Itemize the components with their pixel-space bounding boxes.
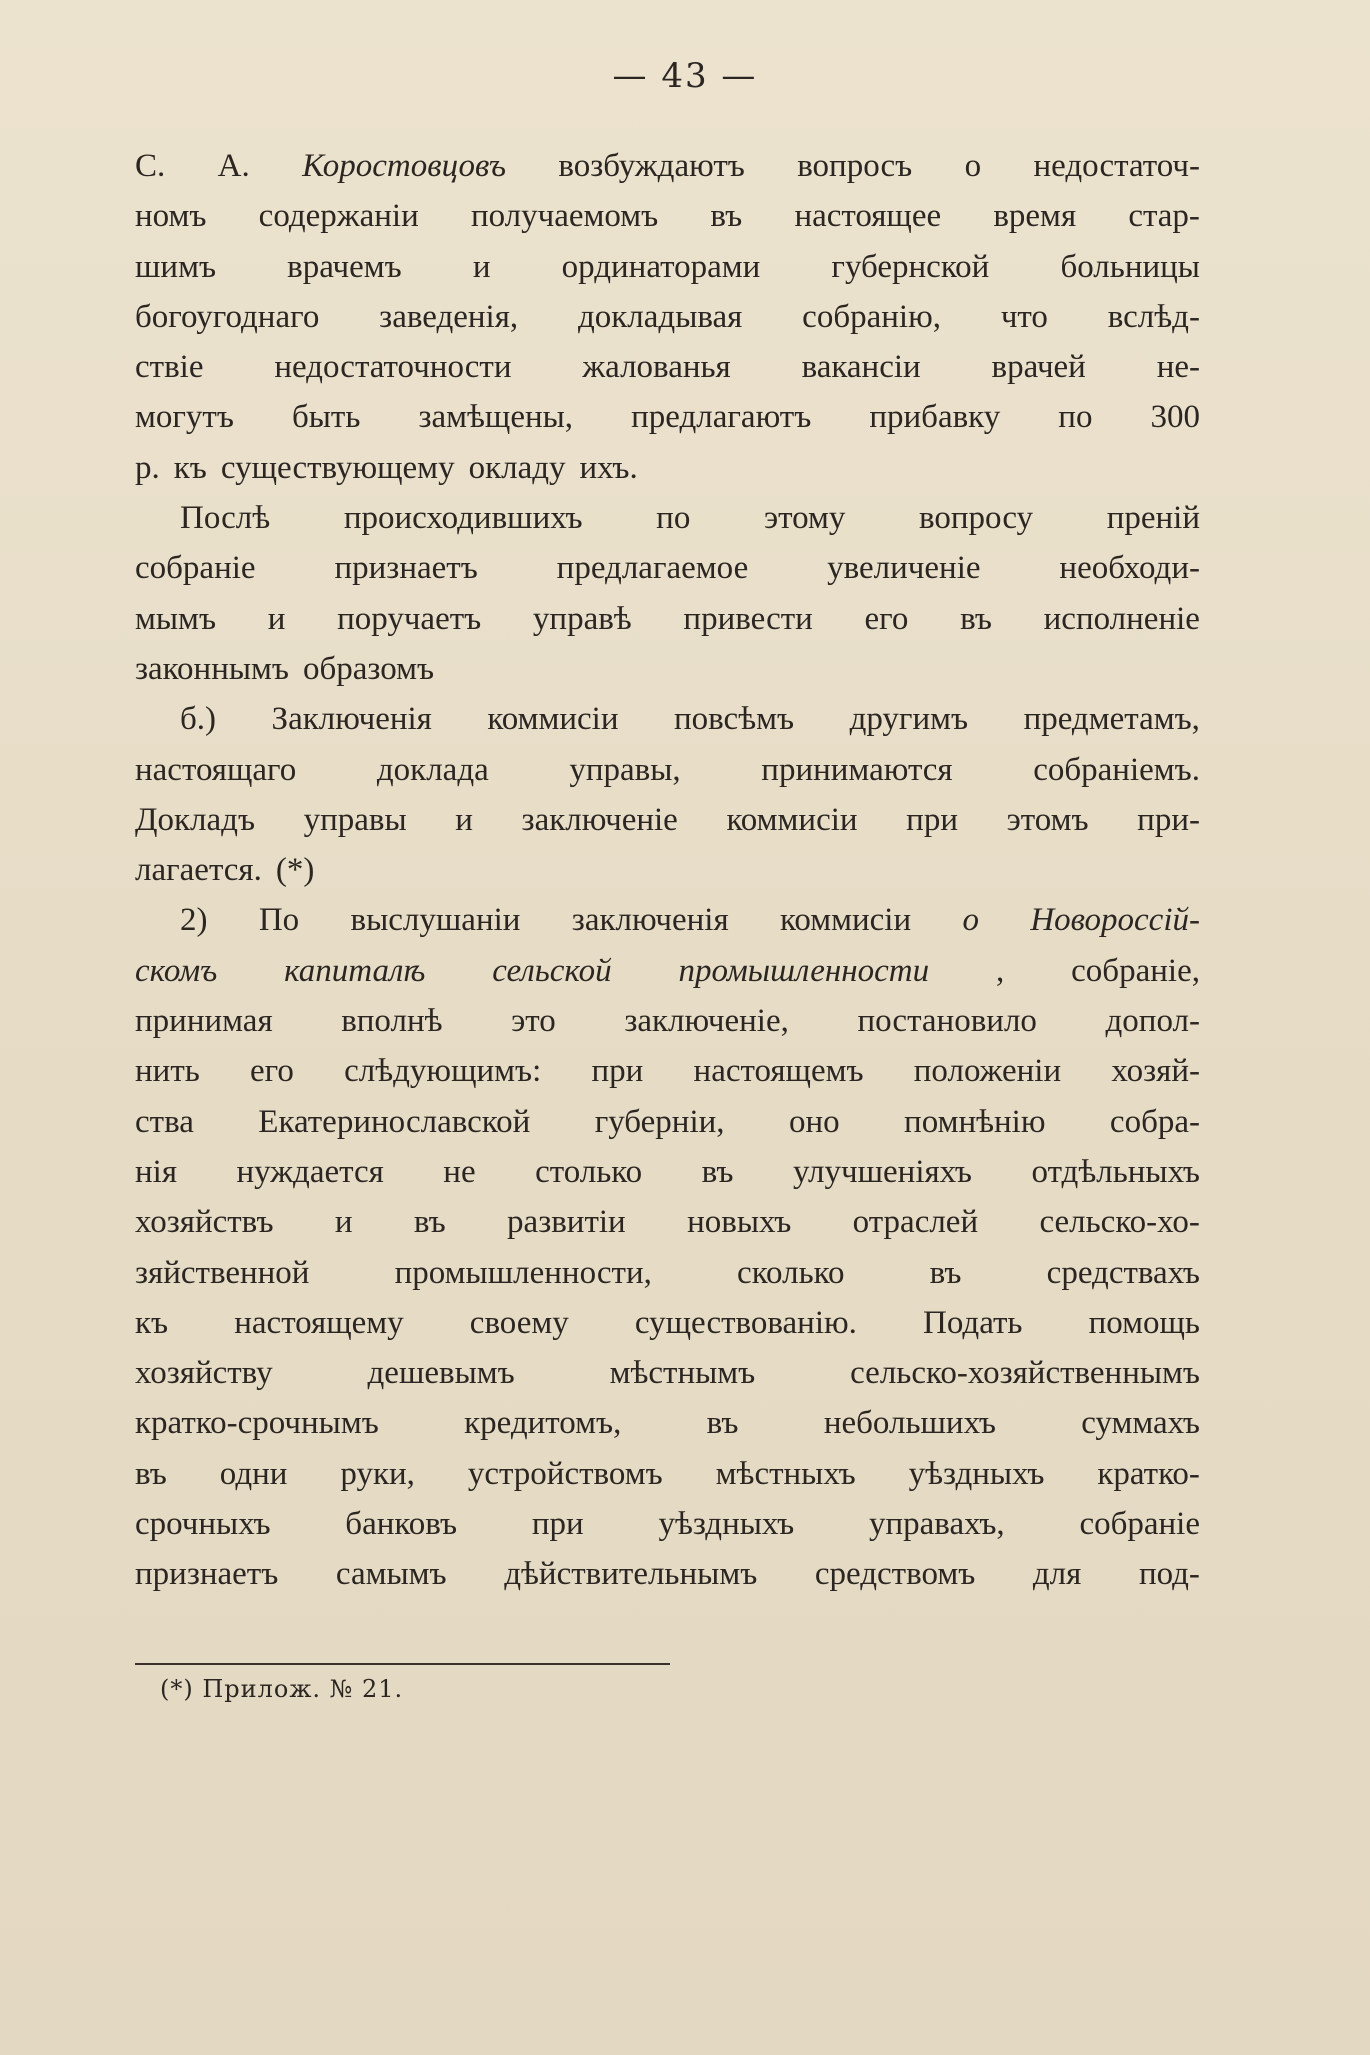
word: привести [683,600,813,637]
text-line [135,1255,1200,1305]
word: постановило [857,1003,1037,1040]
word: недостаточ- [1033,148,1200,184]
word: развитiи [507,1204,626,1241]
word: промышленности, [394,1254,652,1291]
word: увеличенiе [827,550,981,587]
word: въ [710,198,743,235]
word: нiя [135,1153,178,1190]
word: 300 [1150,399,1200,436]
word: заключенiе [521,801,678,838]
word: въ [960,600,992,637]
text-line [135,1204,1200,1254]
word: помнѣнiю [904,1103,1046,1140]
word: Послѣ [180,500,271,537]
text-line [135,550,1200,600]
word: средствомъ [814,1556,976,1593]
word: о [964,148,982,184]
word: дѣйствительнымъ [504,1556,758,1593]
word: прибавку [869,399,1001,436]
word: ства [135,1103,194,1140]
word: кредитомъ, [464,1405,622,1442]
word: жалованья [582,349,731,386]
word: въ [701,1153,734,1190]
body-text [135,148,1200,1607]
word: предлагаютъ [631,399,812,436]
text-line [135,500,1200,550]
word: къ [135,1304,169,1341]
word: не [443,1153,476,1190]
word: Новороссiй- [1030,902,1200,939]
word: банковъ [345,1506,458,1543]
word: въ [135,1455,167,1492]
word: Заключенiя [271,701,432,738]
word: столько [535,1153,643,1190]
text-line [135,1305,1200,1355]
word: законнымъ [135,650,289,687]
word: управахъ, [869,1506,1005,1543]
word: образомъ [302,650,435,687]
word: капиталѣ [284,952,426,989]
text-line [135,953,1200,1003]
word: своему [469,1304,569,1341]
word: Подать [923,1304,1023,1341]
word: дешевымъ [367,1355,515,1392]
word: заключенiе, [624,1003,789,1040]
text-line [135,802,1200,852]
footnote-divider [135,1663,670,1665]
word: А. [217,148,250,184]
text-line [135,852,1200,902]
word: (*) [275,852,315,889]
text-line [135,701,1200,751]
word: при [906,801,958,838]
word: исполненiе [1043,600,1200,637]
footnote: (*) Прилож. № 21. [160,1675,404,1703]
word: нить [135,1053,200,1090]
text-line [135,249,1200,299]
word: скомъ [135,952,218,989]
text-line [135,1053,1200,1103]
word: содержанiи [258,198,419,235]
word: существующему [220,449,455,486]
word: помощь [1088,1304,1200,1341]
word: собранiю, [802,298,941,335]
word: предметамъ, [1023,701,1200,738]
word: С. [135,148,166,184]
word: устройствомъ [467,1455,663,1492]
word: другимъ [849,701,969,738]
word: признаетъ [334,550,478,587]
word: этомъ [1006,801,1089,838]
word: для [1032,1556,1082,1593]
text-line [135,1154,1200,1204]
word: и [267,600,286,637]
word: оно [788,1103,840,1140]
word: и [455,801,473,838]
word: возбуждаютъ [558,148,745,184]
word: сколько [737,1254,845,1291]
word: слѣдующимъ: [344,1053,542,1090]
word: мѣстныхъ [715,1455,856,1492]
word: сельско-хо- [1039,1204,1200,1241]
word: собра- [1109,1103,1200,1140]
word: его [250,1053,294,1090]
word: допол- [1105,1003,1200,1040]
word: собранiе [1079,1506,1200,1543]
text-line [135,601,1200,651]
word: хозяйству [135,1355,273,1392]
text-line [135,450,1200,500]
word: необходи- [1059,550,1200,587]
word: принимая [135,1003,273,1040]
word: новыхъ [687,1204,792,1241]
word: заключенiя [571,902,729,939]
word: ствiе [135,349,204,386]
word: уѣздныхъ [908,1455,1045,1492]
text-line [135,1104,1200,1154]
word: въ [706,1405,739,1442]
word: вполнѣ [341,1003,443,1040]
word: собранiе, [1071,952,1200,989]
word: при [531,1506,584,1543]
text-line [135,349,1200,399]
word: вакансiи [801,349,921,386]
word: пренiй [1106,500,1200,537]
text-line [135,299,1200,349]
word: предлагаемое [556,550,749,587]
word: управѣ [532,600,632,637]
word: срочныхъ [135,1506,271,1543]
word: этому [763,500,846,537]
word: ординаторами [561,248,761,285]
text-line [135,198,1200,248]
word: выслушанiи [350,902,521,939]
word: под- [1138,1556,1200,1593]
word: богоугоднаго [135,298,320,335]
word: уѣздныхъ [658,1506,795,1543]
word: настоящаго [135,751,297,788]
word: кратко- [1097,1455,1200,1492]
word: Докладъ [135,801,256,838]
word: вслѣд- [1107,298,1200,335]
word: по [656,500,691,537]
text-line [135,1456,1200,1506]
text-line [135,1506,1200,1556]
word: губернiи, [594,1103,725,1140]
text-line [135,399,1200,449]
word: врачемъ [287,248,402,285]
word: одни [219,1455,288,1492]
word: средствахъ [1046,1254,1200,1291]
word: могутъ [135,399,234,436]
word: недостаточности [274,349,512,386]
word: повсѣмъ [674,701,795,738]
word: , [996,952,1005,989]
word: докладывая [577,298,743,335]
word: губернской [831,248,990,285]
word: По [258,902,300,939]
word: положенiи [913,1053,1062,1090]
word: его [864,600,909,637]
word: нуждается [236,1153,384,1190]
word: происходившихъ [343,500,583,537]
word: р. [135,449,160,486]
word: промышленности [678,952,930,989]
text-line [135,752,1200,802]
word: 2) [180,902,208,939]
word: къ [173,449,207,486]
word: коммисiи [487,701,619,738]
word: ихъ. [579,449,638,486]
word: стар- [1128,198,1200,235]
word: вопросу [919,500,1034,537]
word: управы [303,801,407,838]
word: Коростовцовъ [302,148,506,184]
text-line [135,1355,1200,1405]
word: Екатеринославской [258,1103,531,1140]
word: управы, [569,751,681,788]
word: получаемомъ [470,198,659,235]
word: отраслей [852,1204,979,1241]
word: коммисiи [779,902,912,939]
word: при [591,1053,644,1090]
word: въ [929,1254,962,1291]
word: больницы [1060,248,1200,285]
word: мымъ [135,600,217,637]
word: окладу [468,449,566,486]
word: и [472,248,491,285]
word: вопросъ [797,148,913,184]
word: шимъ [135,248,217,285]
word: о [962,902,979,939]
word: собранiемъ. [1033,751,1200,788]
word: самымъ [335,1556,447,1593]
word: это [511,1003,556,1040]
word: принимаются [761,751,953,788]
word: по [1058,399,1093,436]
word: что [1000,298,1048,335]
word: не- [1156,349,1200,386]
word: собранiе [135,550,256,587]
word: кратко-срочнымъ [135,1405,379,1442]
word: хозяй- [1111,1053,1200,1090]
text-line [135,148,1200,198]
word: настоящему [234,1304,404,1341]
word: поручаетъ [337,600,482,637]
word: настоящее [794,198,942,235]
word: руки, [340,1455,415,1492]
word: заведенiя, [379,298,519,335]
text-line [135,902,1200,952]
page-number: — 43 — [612,56,758,96]
text-line [135,1003,1200,1053]
word: настоящемъ [693,1053,864,1090]
word: номъ [135,198,207,235]
word: при- [1137,801,1200,838]
word: отдѣльныхъ [1031,1153,1200,1190]
text-line [135,1405,1200,1455]
word: суммахъ [1081,1405,1200,1442]
word: сельско-хозяйственнымъ [850,1355,1200,1392]
text-line [135,1556,1200,1606]
word: быть [291,399,361,436]
word: сельской [492,952,612,989]
word: лагается. [135,852,262,889]
word: существованiю. [634,1304,857,1341]
word: въ [413,1204,446,1241]
word: улучшенiяхъ [793,1153,972,1190]
word: врачей [991,349,1086,386]
word: небольшихъ [823,1405,996,1442]
word: и [334,1204,353,1241]
word: время [993,198,1077,235]
word: коммисiи [726,801,858,838]
text-line [135,651,1200,701]
word: признаетъ [135,1556,279,1593]
word: мѣстнымъ [609,1355,756,1392]
word: зяйственной [135,1254,310,1291]
word: б.) [180,701,217,738]
word: хозяйствъ [135,1204,274,1241]
word: доклада [376,751,489,788]
word: замѣщены, [418,399,574,436]
